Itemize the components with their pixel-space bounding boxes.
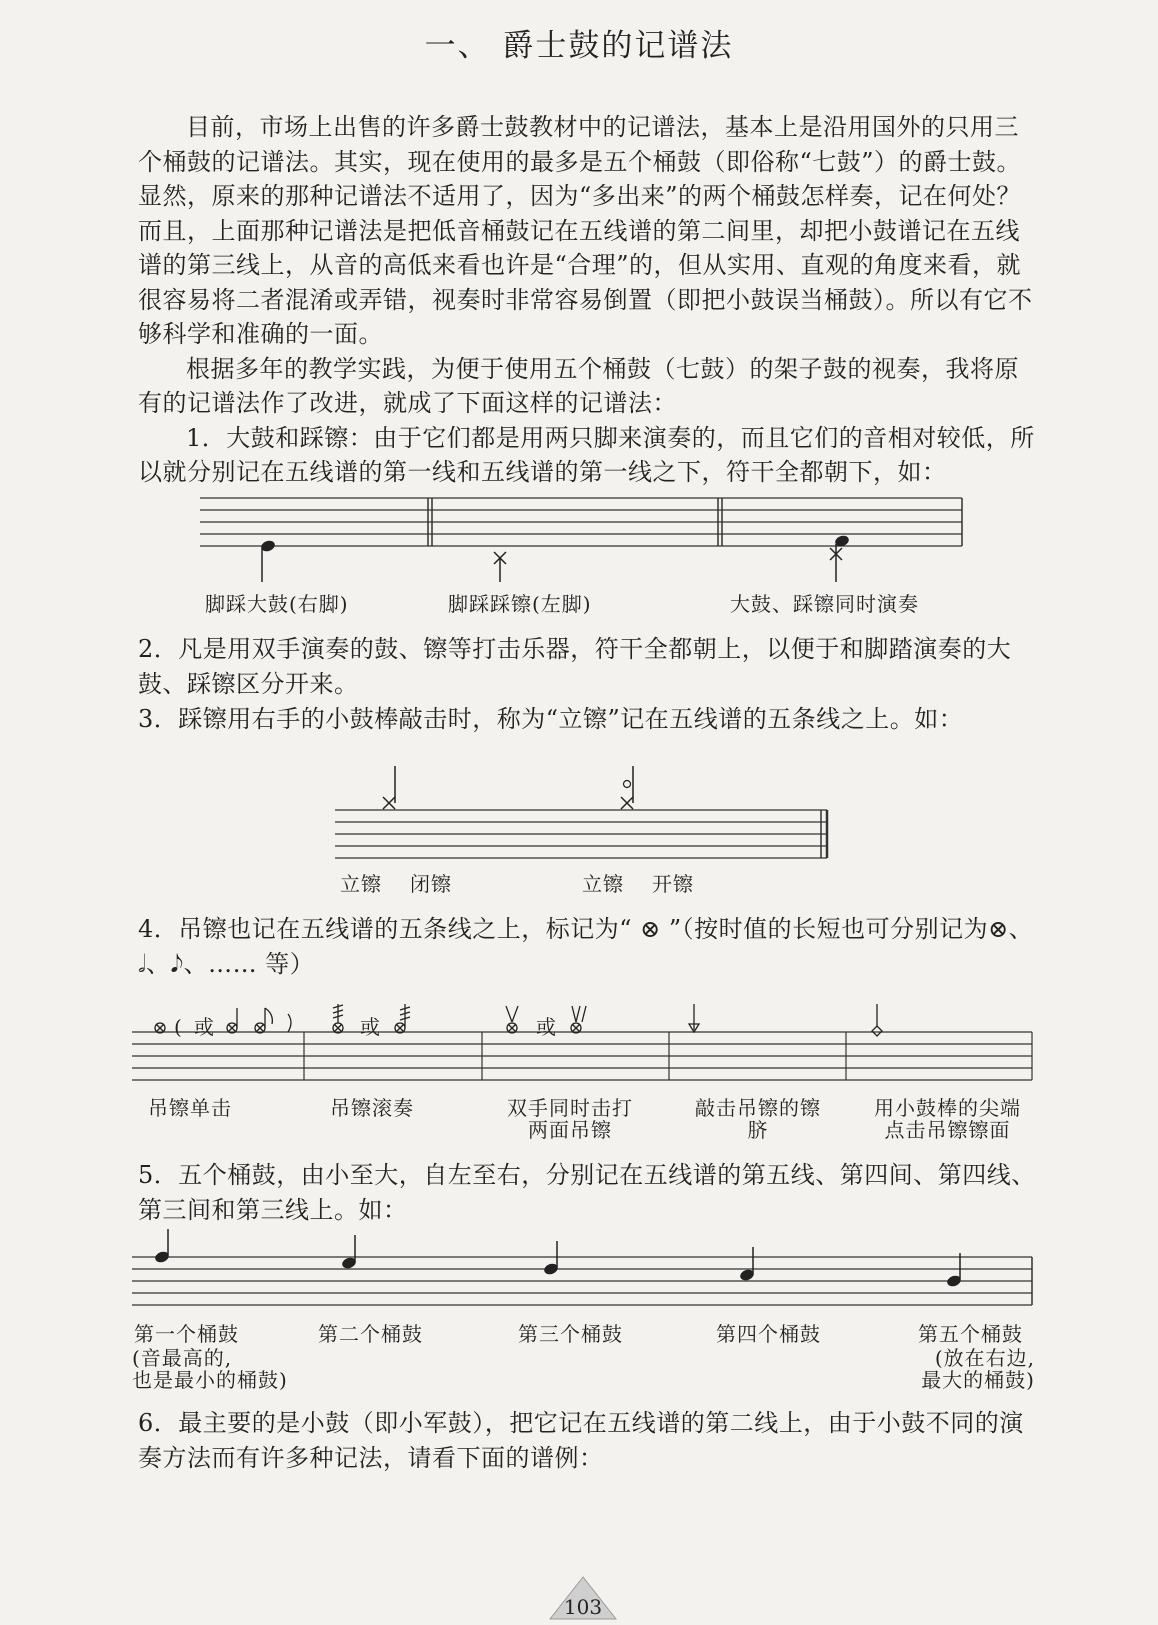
caption-tom-2: 第二个桶鼓: [318, 1322, 423, 1346]
staff-figure-3: [132, 1000, 1037, 1085]
note-tom-5-line2: 最大的桶鼓): [921, 1368, 1035, 1392]
item-6-text: 6．最主要的是小鼓（即小军鼓），把它记在五线谱的第二线上，由于小鼓不同的演奏方法而有许多种记法，请看下面的谱例：: [138, 1409, 1024, 1472]
item-3-text: 3．踩镲用右手的小鼓棒敲击时，称为“立镲”记在五线谱的五条线之上。如：: [138, 705, 964, 733]
paragraph-2: 根据多年的教学实践，为便于使用五个桶鼓（七鼓）的架子鼓的视奏，我将原有的记谱法作了改进，就成了下面这样的记谱法：: [138, 354, 1019, 417]
staff-lines: [132, 1032, 1032, 1080]
note-tom-1-line2: 也是最小的桶鼓): [132, 1368, 288, 1392]
caption-tom-5: 第五个桶鼓: [918, 1322, 1023, 1346]
caption-both-feet: 大鼓、踩镲同时演奏: [730, 592, 919, 616]
caption-crash-roll: 吊镲滚奏: [330, 1096, 414, 1120]
caption-two-cymbals-1: 双手同时击打: [507, 1096, 633, 1120]
caption-tom-3: 第三个桶鼓: [518, 1322, 623, 1346]
or-label-1: 或: [194, 1015, 214, 1039]
staff-lines: [335, 810, 827, 858]
mark-stand-hihat-2: 立镲: [582, 872, 624, 896]
mark-closed-hihat: 闭镲: [410, 872, 452, 896]
tip-hit-note: [872, 1004, 882, 1036]
item-1-text: 1．大鼓和踩镲：由于它们都是用两只脚来演奏的，而且它们的音相对较低，所以就分别记在五线谱的第一线和五线谱的第一线之下，符干全都朝下，如：: [138, 423, 1035, 486]
bass-drum-note: [260, 539, 277, 582]
page-number-badge: [548, 1575, 618, 1621]
caption-bass-drum: 脚踩大鼓(右脚): [205, 592, 349, 616]
caption-tom-1: 第一个桶鼓: [134, 1322, 239, 1346]
paren-or-label: (: [174, 1015, 182, 1039]
mark-open-hihat: 开镲: [652, 872, 694, 896]
open-hihat-note: [621, 766, 633, 809]
closed-hihat-note: [383, 766, 395, 809]
combined-foot-note: [830, 534, 850, 582]
caption-tip-2: 点击吊镲镲面: [884, 1118, 1011, 1142]
caption-bell-2: 脐: [747, 1118, 769, 1142]
item-5-text: 5．五个桶鼓，由小至大，自左至右，分别记在五线谱的第五线、第四间、第四线、第三间和第三线上。如：: [138, 1161, 1036, 1224]
or-label-2: 或: [360, 1015, 380, 1039]
caption-two-cymbals-2: 两面吊镲: [528, 1118, 612, 1142]
caption-tip-1: 用小鼓棒的尖端: [874, 1096, 1021, 1120]
or-label-3: 或: [536, 1015, 556, 1039]
intro-text: [138, 110, 1038, 490]
caption-tom-4: 第四个桶鼓: [716, 1322, 821, 1346]
paragraph-1: 目前，市场上出售的许多爵士鼓教材中的记谱法，基本上是沿用国外的只用三个桶鼓的记谱法。其实，现在使用的最多是五个桶鼓（即俗称“七鼓”）的爵士鼓。显然，原来的那种记谱法不适用了，因为“多出来”的两个桶鼓怎样奏，记在何处？而且，上面那种记谱法是把低音桶鼓记在五线谱的第二间里，却把小鼓谱记在五线谱的第三线上，从音的高低来看也许是“合理”的，但从实用、直观的角度来看，就很容易将二者混淆或弄错，视奏时非常容易倒置（即把小鼓误当桶鼓）。所以有它不够科学和准确的一面。: [138, 113, 1033, 348]
hihat-foot-note: [494, 552, 506, 582]
page-title: 一、 爵士鼓的记谱法: [424, 28, 734, 64]
note-tom-1-line1: (音最高的,: [132, 1346, 233, 1370]
staff-figure-1: [200, 490, 970, 590]
item-4-text: 4．吊镲也记在五线谱的五条线之上，标记为“ ⊗ ”（按时值的长短也可分别记为⊗、𝅗𝅥、𝅘𝅥𝅮、…… 等）: [138, 915, 1034, 978]
tom-notes: [154, 1229, 963, 1288]
item-2-text: 2．凡是用双手演奏的鼓、镲等打击乐器，符干全都朝上，以便于和脚踏演奏的大鼓、踩镲区分开来。: [138, 635, 1012, 698]
staff-figure-4: [132, 1225, 1037, 1310]
note-tom-5-line1: (放在右边,: [934, 1346, 1035, 1370]
page-number: 103: [563, 1595, 603, 1619]
staff-figure-2: [335, 752, 835, 862]
caption-crash-single: 吊镲单击: [148, 1096, 232, 1120]
staff-lines: [132, 1257, 1032, 1305]
caption-bell-1: 敲击吊镲的镲: [695, 1096, 821, 1120]
mark-stand-hihat-1: 立镲: [340, 872, 382, 896]
bell-hit-note: [689, 1004, 699, 1032]
caption-hihat-foot: 脚踩踩镲(左脚): [448, 592, 592, 616]
